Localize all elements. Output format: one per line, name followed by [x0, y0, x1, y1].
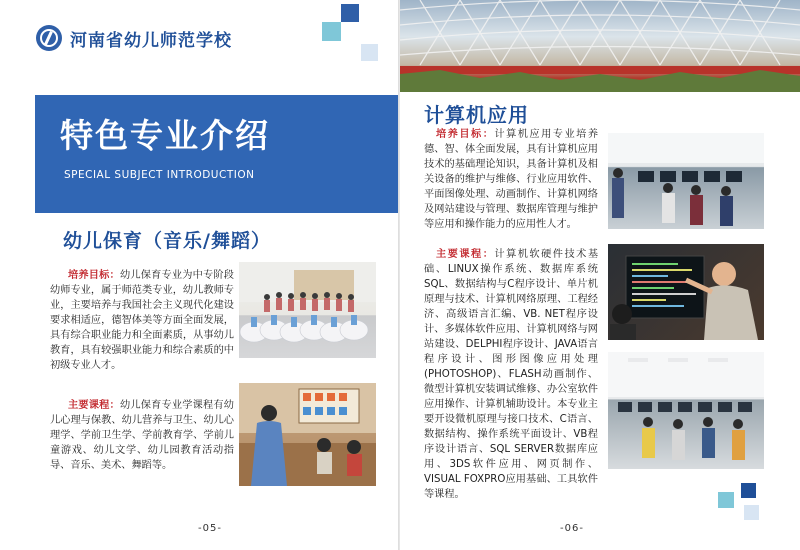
school-emblem-icon [36, 25, 62, 51]
course-paragraph [50, 398, 234, 473]
course-text: 计算机软硬件技术基础、LINUX操作系统、数据库系统SQL、数据结构与C程序设计、单片机原理与技术、计算机网络原理、工程经济、高级语言汇编、VB. NET程序设计、多媒体软件应用、计算机网络与网站建设、DELPHI程序设计、JAVA语言程序设计、图形图像应用处理(PHOTOSHOP)、FLASH动画制作、微型计算机安装调试维修、办公室软件应用操作、计算机辅助设计。本专业主要开设微机原理与接口技术、C语言、数据结构、操作系统平面设计、VB程序设计语言、SQL SERVER数据库应用、3DS软件应用、网页制作、VISUAL FOXPRO应用基础、工具软件等课程。 [424, 249, 599, 500]
goal-label: 培养目标： [436, 129, 495, 140]
goal-paragraph [50, 268, 234, 373]
roof-structure-art [400, 0, 800, 92]
computer-lab-photo [608, 133, 764, 229]
course-paragraph [424, 247, 598, 502]
dance-photo [239, 262, 376, 358]
deco-square [718, 492, 734, 508]
section-title: 幼儿保育（音乐/舞蹈） [63, 230, 271, 252]
course-label: 主要课程： [68, 400, 120, 411]
banner-subtitle: SPECIAL SUBJECT INTRODUCTION [64, 169, 255, 181]
campus-roof-photo [400, 0, 800, 92]
deco-square [361, 44, 378, 61]
computer-lab-photo-2 [608, 352, 764, 469]
deco-square [341, 4, 359, 22]
course-text: 幼儿保育专业学课程有幼儿心理与保教、幼儿营养与卫生、幼儿心理学、学前卫生学、学前教育学、学前儿童游戏、幼儿文学、幼儿园教育活动指导、音乐、美术、舞蹈等。 [50, 400, 234, 471]
coding-lesson-photo [608, 244, 764, 340]
coding-lesson-art [608, 244, 764, 340]
computer-lab-2-art [608, 352, 764, 469]
deco-square [322, 22, 341, 41]
page-number: -05- [198, 523, 222, 534]
computer-lab-art [608, 133, 764, 229]
goal-label: 培养目标： [68, 270, 120, 281]
goal-text: 计算机应用专业培养德、智、体全面发展，具有计算机应用技术的基础理论知识，具备计算机及相关设备的维护与维修、行业应用软件、平面图像处理、动画制作、计算机网络及网站建设与管理、数据库管理与维护等应用和操作能力的应用性人才。 [424, 129, 599, 230]
course-label: 主要课程： [436, 249, 495, 260]
classroom-photo [239, 383, 376, 486]
banner-title: 特色专业介绍 [60, 116, 270, 155]
right-page [400, 0, 800, 550]
section-title: 计算机应用 [424, 103, 529, 127]
deco-square [744, 505, 759, 520]
classroom-photo-art [239, 383, 376, 486]
dance-photo-art [239, 262, 376, 358]
deco-square [741, 483, 756, 498]
goal-paragraph [424, 127, 598, 232]
page-number: -06- [560, 523, 584, 534]
left-page [0, 0, 399, 550]
school-name: 河南省幼儿师范学校 [70, 30, 232, 51]
goal-text: 幼儿保育专业为中专阶段幼师专业，属于师范类专业，幼儿教师专业，主要培养与我国社会主义现代化建设要求相适应，德智体美等方面全面发展，具有综合职业能力和全面素质，从事幼儿教育，具有较强职业能力和综合素质的中初级专业人才。 [50, 270, 234, 371]
school-logo [36, 25, 232, 51]
